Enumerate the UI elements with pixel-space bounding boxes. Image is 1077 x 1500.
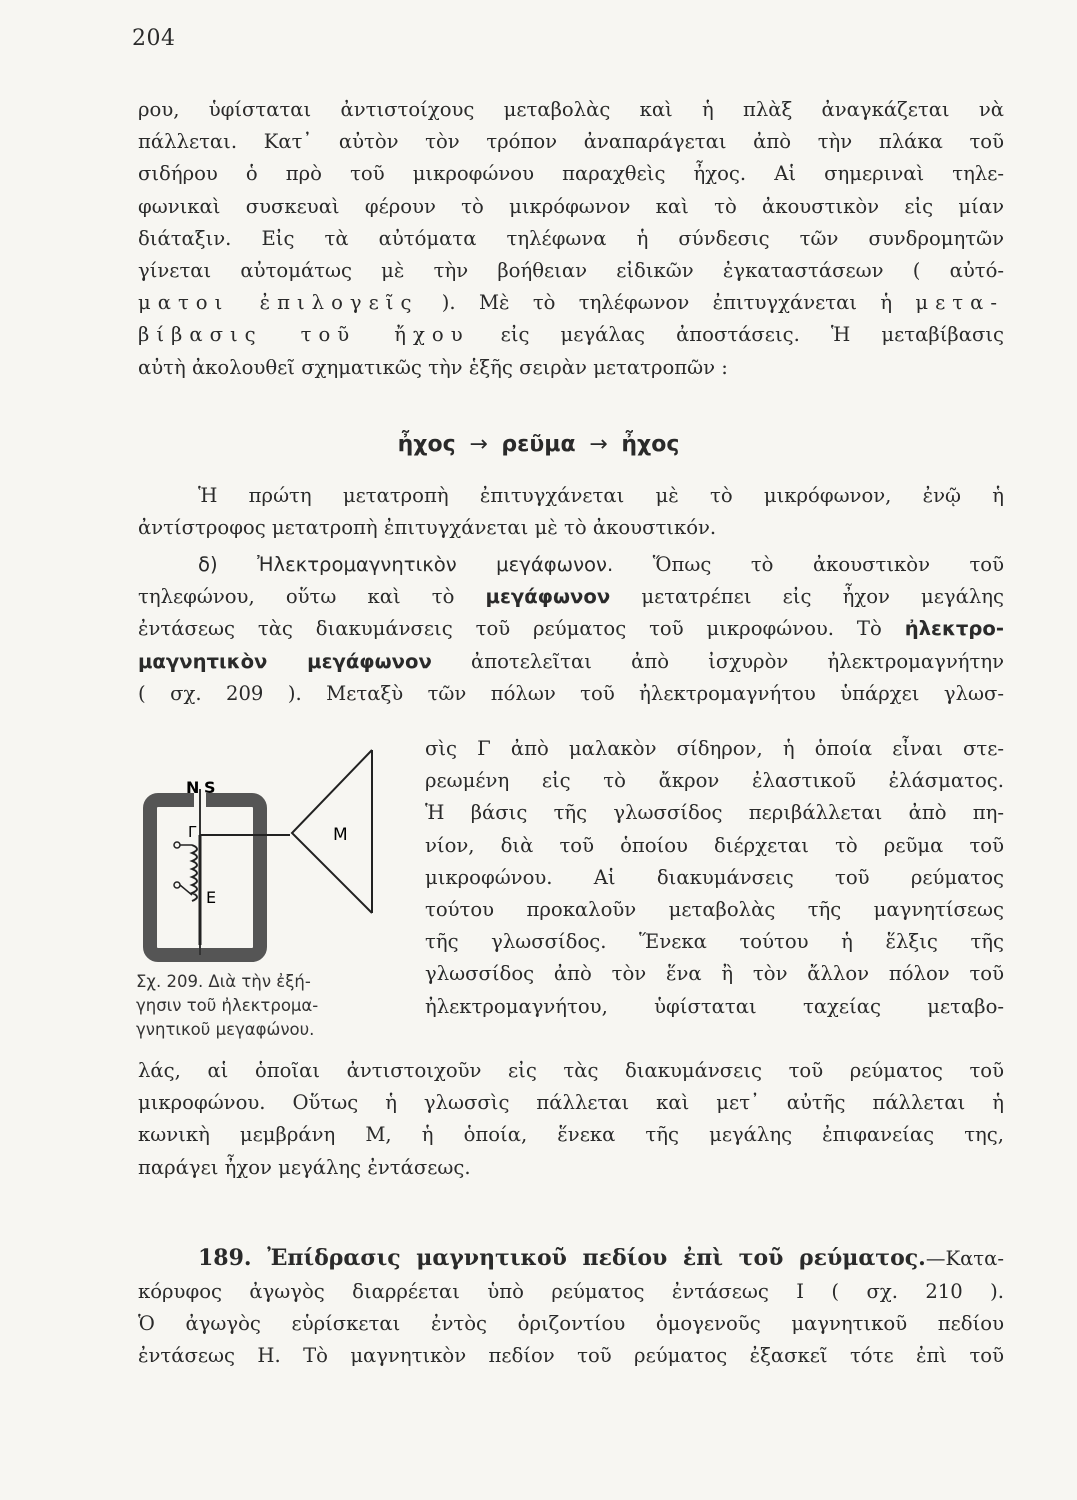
text-line: γίνεται αὐτομάτως μὲ τὴν βοήθειαν εἰδικῶν ἐγκαταστάσεων ( αὐτό- [138,258,1004,282]
text-run: τηλεφώνου, οὕτω καὶ τὸ [138,585,486,609]
text-line: σιδήρου ὁ πρὸ τοῦ μικροφώνου παραχθεὶς ἦχος. Αἱ σημεριναὶ τηλε- [138,162,1004,186]
text-run: —Κατα- [925,1247,1004,1270]
caption-line: γνητικοῦ μεγαφώνου. [136,1020,315,1039]
text-line: Ἡ πρώτη μετατροπὴ ἐπιτυγχάνεται μὲ τὸ μικρόφωνον, ἐνῷ ἡ [198,484,1004,507]
wrapped-text-beside-figure [425,733,1004,1023]
formula-term-sound: ἦχος [621,432,680,457]
text-line: ρεωμένη εἰς τὸ ἄκρον ἐλαστικοῦ ἐλάσματος. [425,769,1004,793]
bold-term: ἠλεκτρο- [904,617,1004,641]
text-line: ἠλεκτρομαγνήτου, ὑφίσταται ταχείας μεταβο- [425,994,1004,1018]
text-line: μικροφώνου. Αἱ διακυμάνσεις τοῦ ρεύματος [425,865,1004,889]
text-line [138,613,1004,645]
text-line: τῆς γλωσσίδος. Ἕνεκα τούτου ἡ ἕλξις τῆς [425,930,1004,954]
text-line: νίον, διὰ τοῦ ὁποίου διέρχεται τὸ ρεῦμα τοῦ [425,833,1004,857]
text-line [138,549,1004,581]
text-run: ). Μὲ τὸ τηλέφωνον ἐπιτυγχάνεται ἡ [418,291,916,315]
text-line: αὐτὴ ἀκολουθεῖ σχηματικῶς τὴν ἑξῆς σειρὰν μετατροπῶν : [138,355,728,379]
figure-caption [136,970,396,1042]
figure-209-loudspeaker-diagram [140,745,390,970]
text-line: τούτου προκαλοῦν μεταβολὰς τῆς μαγνητίσεως [425,897,1004,921]
text-line: Ἡ βάσις τῆς γλωσσίδος περιβάλλεται ἀπὸ πη- [425,801,1004,825]
section-189 [138,1242,1004,1373]
label-north-pole: N [186,778,200,797]
text-line: γλωσσίδος ἀπὸ τὸν ἕνα ἢ τὸν ἄλλον πόλον τοῦ [425,962,1004,986]
caption-line: Σχ. 209. Διὰ τὴν ἐξή- [136,972,311,991]
conversion-formula [0,432,1077,457]
subsection-label: δ) Ἠλεκτρομαγνητικὸν μεγάφωνον. [198,553,614,576]
cone-membrane [292,750,372,913]
text-line: πάλλεται. Κατ᾿ αὐτὸν τὸν τρόπον ἀναπαράγεται ἀπὸ τὴν πλάκα τοῦ [138,130,1004,154]
label-membrane: M [333,825,348,845]
coil-terminal [174,842,180,848]
electromagnet-frame [150,800,260,955]
arrow-icon: → [589,432,608,457]
text-line [138,1242,1004,1276]
text-line: διάταξιν. Εἰς τὰ αὐτόματα τηλέφωνα ἡ σύνδεσις τῶν συνδρομητῶν [138,226,1004,250]
spaced-term: βίβασις τοῦ ἤχου [138,323,470,347]
text-run: ἐντάσεως τὰς διακυμάνσεις τοῦ ρεύματος τοῦ μικροφώνου. Τὸ [138,617,905,641]
text-line: σὶς Γ ἀπὸ μαλακὸν σίδηρον, ἡ ὁποία εἶναι στε- [425,737,1004,760]
arrow-icon: → [469,432,488,457]
paragraph-loudspeaker [138,549,1004,710]
text-line: ρου, ὑφίσταται ἀντιστοίχους μεταβολὰς καὶ ἡ πλὰξ ἀναγκάζεται νὰ [138,98,1004,121]
spaced-term: ματοι ἐπιλογεῖς [138,291,419,315]
loudspeaker-diagram-svg [140,745,390,970]
text-line: μικροφώνου. Οὕτως ἡ γλωσσὶς πάλλεται καὶ μετ᾿ αὐτῆς πάλλεται ἡ [138,1091,1004,1115]
text-line: κόρυφος ἀγωγὸς διαρρέεται ὑπὸ ρεύματος ἐντάσεως Ι ( σχ. 210 ). [138,1280,1004,1303]
text-line: φωνικαὶ συσκευαὶ φέρουν τὸ μικρόφωνον καὶ τὸ ἀκουστικὸν εἰς μίαν [138,194,1004,218]
text-line [138,581,1004,613]
text-line [138,646,1004,678]
text-line: παράγει ἦχον μεγάλης ἐντάσεως. [138,1155,471,1179]
bold-term: μαγνητικὸν μεγάφωνον [138,649,432,673]
text-line: κωνικὴ μεμβράνη Μ, ἡ ὁποία, ἕνεκα τῆς μεγάλης ἐπιφανείας της, [138,1123,1004,1147]
bold-term: μεγάφωνον [485,585,611,609]
page-number: 204 [132,26,176,51]
label-spring: E [206,888,217,907]
section-heading: 189. Ἐπίδρασις μαγνητικοῦ πεδίου ἐπὶ τοῦ ρεύματος. [198,1245,926,1271]
text-run: μετατρέπει εἰς ἦχον μεγάλης [610,585,1004,609]
text-run: εἰς μεγάλας ἀποστάσεις. Ἡ μεταβίβασις [469,323,1004,347]
paragraph-loudspeaker-continued [138,1055,1004,1184]
caption-line: γησιν τοῦ ἠλεκτρομα- [136,996,319,1015]
text-line [138,287,1004,319]
text-run: ἀποτελεῖται ἀπὸ ἰσχυρὸν ἠλεκτρομαγνήτην [431,649,1004,673]
coil-lead [180,885,192,895]
text-run: Ὅπως τὸ ἀκουστικὸν τοῦ [613,553,1004,576]
text-line: ἐντάσεως Η. Τὸ μαγνητικὸν πεδίον τοῦ ρεύματος ἐξασκεῖ τότε ἐπὶ τοῦ [138,1344,1004,1368]
formula-term-current: ρεῦμα [501,432,576,457]
paragraph-telephone [138,94,1004,384]
spaced-term: μετα- [915,291,1004,315]
text-line: ( σχ. 209 ). Μεταξὺ τῶν πόλων τοῦ ἠλεκτρομαγνήτου ὑπάρχει γλωσ- [138,681,1004,705]
text-line: Ὁ ἀγωγὸς εὑρίσκεται ἐντὸς ὁριζοντίου ὁμογενοῦς μαγνητικοῦ πεδίου [138,1312,1004,1336]
text-line: λάς, αἱ ὁποῖαι ἀντιστοιχοῦν εἰς τὰς διακυμάνσεις τοῦ ρεύματος τοῦ [138,1059,1004,1082]
paragraph-conversion [138,480,1004,544]
coil-terminal [174,882,180,888]
coil-winding [192,845,197,901]
text-line: ἀντίστροφος μετατροπὴ ἐπιτυγχάνεται μὲ τὸ ἀκουστικόν. [138,516,717,540]
label-south-pole: S [204,778,216,797]
formula-term-sound: ἦχος [397,432,456,457]
label-tongue: Γ [188,823,197,841]
text-line [138,319,1004,351]
